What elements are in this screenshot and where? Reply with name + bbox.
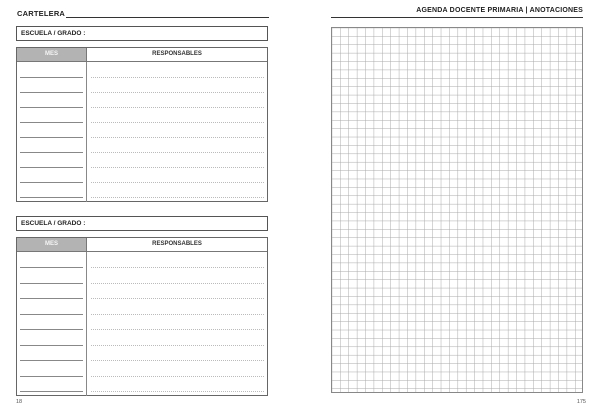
mes-line[interactable] — [20, 137, 83, 138]
mes-line[interactable] — [20, 77, 83, 78]
responsables-line[interactable] — [91, 391, 264, 392]
school-grade-field[interactable] — [16, 26, 268, 41]
responsables-line[interactable] — [91, 182, 264, 183]
responsables-line[interactable] — [91, 92, 264, 93]
responsables-line[interactable] — [91, 360, 264, 361]
right-page — [300, 0, 600, 420]
responsables-column — [87, 62, 267, 202]
page-number: 175 — [576, 399, 586, 405]
responsables-line[interactable] — [91, 345, 264, 346]
column-header-responsables: RESPONSABLES — [152, 241, 202, 247]
mes-line[interactable] — [20, 283, 83, 284]
table-header — [17, 48, 267, 62]
table-body — [17, 62, 267, 202]
column-header-responsables: RESPONSABLES — [152, 51, 202, 57]
responsables-line[interactable] — [91, 197, 264, 198]
responsables-table — [16, 47, 268, 202]
responsables-line[interactable] — [91, 283, 264, 284]
responsables-column — [87, 252, 267, 396]
school-grade-label: ESCUELA / GRADO : — [21, 30, 86, 37]
mes-column — [17, 252, 87, 396]
responsables-line[interactable] — [91, 107, 264, 108]
title-rule — [66, 17, 269, 18]
column-header-mes: MES — [17, 48, 87, 61]
mes-line[interactable] — [20, 329, 83, 330]
school-grade-label: ESCUELA / GRADO : — [21, 220, 86, 227]
page-number: 18 — [16, 399, 23, 405]
mes-line[interactable] — [20, 122, 83, 123]
mes-line[interactable] — [20, 360, 83, 361]
table-header — [17, 238, 267, 252]
mes-line[interactable] — [20, 107, 83, 108]
mes-line[interactable] — [20, 376, 83, 377]
mes-column — [17, 62, 87, 202]
notes-grid[interactable] — [331, 27, 583, 393]
responsables-line[interactable] — [91, 376, 264, 377]
page-title: CARTELERA — [17, 9, 66, 18]
responsables-line[interactable] — [91, 122, 264, 123]
responsables-line[interactable] — [91, 137, 264, 138]
mes-line[interactable] — [20, 298, 83, 299]
responsables-line[interactable] — [91, 77, 264, 78]
responsables-line[interactable] — [91, 267, 264, 268]
mes-line[interactable] — [20, 197, 83, 198]
responsables-table — [16, 237, 268, 396]
column-header-mes: MES — [17, 238, 87, 251]
mes-line[interactable] — [20, 314, 83, 315]
mes-line[interactable] — [20, 167, 83, 168]
title-rule — [331, 17, 583, 18]
mes-line[interactable] — [20, 92, 83, 93]
table-body — [17, 252, 267, 396]
responsables-line[interactable] — [91, 167, 264, 168]
mes-line[interactable] — [20, 182, 83, 183]
mes-line[interactable] — [20, 152, 83, 153]
school-grade-field[interactable] — [16, 216, 268, 231]
mes-line[interactable] — [20, 391, 83, 392]
mes-line[interactable] — [20, 345, 83, 346]
responsables-line[interactable] — [91, 298, 264, 299]
responsables-line[interactable] — [91, 329, 264, 330]
page-title: AGENDA DOCENTE PRIMARIA | ANOTACIONES — [416, 7, 583, 14]
responsables-line[interactable] — [91, 152, 264, 153]
responsables-line[interactable] — [91, 314, 264, 315]
mes-line[interactable] — [20, 267, 83, 268]
